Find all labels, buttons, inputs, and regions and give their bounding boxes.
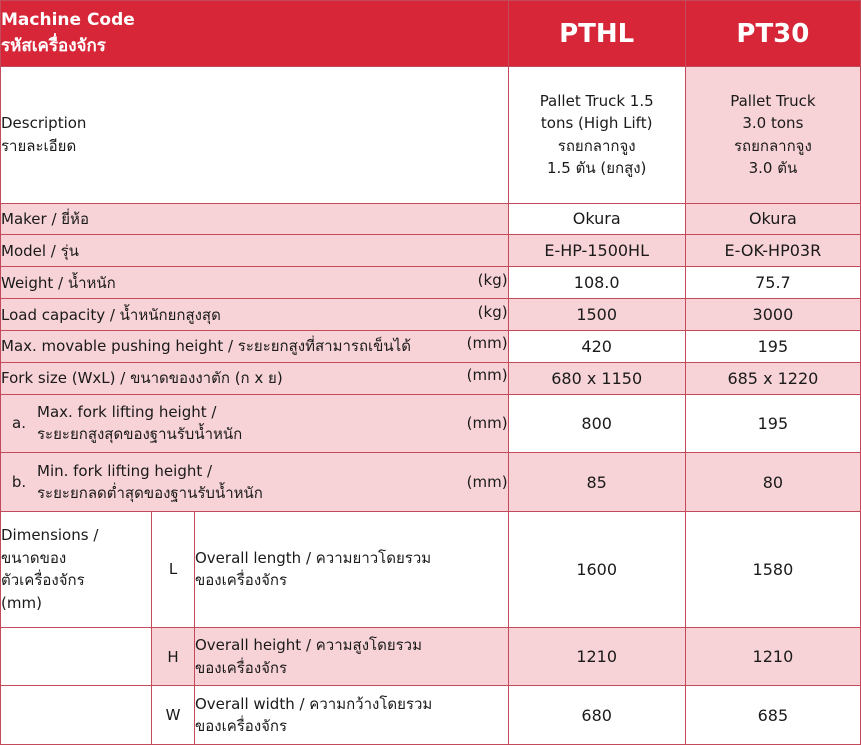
weight-label: [1, 267, 509, 299]
maker-label: [1, 203, 509, 235]
dimension-key-h: H: [152, 628, 195, 686]
load-capacity-value-pt30: 3000: [685, 299, 860, 331]
max-fork-lift-line2: ระยะยกสูงสุดของฐานรับน้ำหนัก: [37, 425, 243, 444]
fork-size-label-text: Fork size (WxL) / ขนาดของงาตัก (ก x ย): [1, 369, 283, 388]
weight-label-text: Weight / น้ำหนัก: [1, 273, 116, 292]
dimension-desc-w-line1: Overall width / ความกว้างโดยรวม: [195, 694, 433, 713]
description-value-pthl: [508, 67, 685, 203]
pushing-height-value-pt30: 195: [685, 330, 860, 362]
table-row: [1, 394, 861, 453]
description-label-th: รายละเอียด: [1, 136, 77, 155]
dimension-key-l: L: [152, 512, 195, 627]
table-row: [1, 453, 861, 512]
min-fork-lift-unit: (mm): [438, 460, 508, 505]
max-fork-lift-label: [1, 394, 509, 453]
model-value-pthl: E-HP-1500HL: [508, 235, 685, 267]
fork-size-unit: (mm): [466, 366, 508, 385]
dimensions-row-h: [1, 627, 509, 686]
dimension-key-w: W: [152, 686, 195, 744]
machine-code-label-th: รหัสเครื่องจักร: [1, 35, 106, 56]
table-row: [1, 511, 861, 627]
min-fork-lift-line2: ระยะยกลดต่ำสุดของฐานรับน้ำหนัก: [37, 484, 263, 502]
dimensions-group-line1: Dimensions /: [1, 526, 99, 545]
dimension-value-w-pthl: 680: [508, 686, 685, 745]
min-fork-lift-value-pthl: 85: [508, 453, 685, 512]
pushing-height-label: [1, 330, 509, 362]
min-fork-lift-label: [1, 453, 509, 512]
description-value-pthl-line1: Pallet Truck 1.5: [539, 91, 654, 110]
dimension-desc-h-line1: Overall height / ความสูงโดยรวม: [195, 636, 422, 655]
model-header-pthl: PTHL: [508, 1, 685, 67]
maker-value-pthl: Okura: [508, 203, 685, 235]
max-fork-lift-value-pthl: 800: [508, 394, 685, 453]
pushing-height-value-pthl: 420: [508, 330, 685, 362]
description-value-pthl-line3: รถยกลากจูง: [557, 136, 636, 155]
maker-label-text: Maker / ยี่ห้อ: [1, 209, 89, 228]
dimensions-group-label: [1, 512, 152, 627]
machine-code-header: [1, 1, 509, 67]
max-fork-lift-value-pt30: 195: [685, 394, 860, 453]
dimension-desc-w-line2: ของเครื่องจักร: [195, 717, 288, 736]
table-row: [1, 203, 861, 235]
description-label-en: Description: [1, 114, 87, 133]
dimension-value-w-pt30: 685: [685, 686, 860, 745]
dimension-value-h-pthl: 1210: [508, 627, 685, 686]
pushing-height-label-text: Max. movable pushing height / ระยะยกสูงที่สามารถเข็นได้: [1, 337, 411, 356]
description-value-pt30: [685, 67, 860, 203]
dimension-desc-l: [195, 512, 508, 627]
fork-size-label: [1, 362, 509, 394]
maker-value-pt30: Okura: [685, 203, 860, 235]
fork-size-value-pt30: 685 x 1220: [685, 362, 860, 394]
dimensions-row-l: [1, 511, 509, 627]
table-row: [1, 299, 861, 331]
max-fork-lift-unit: (mm): [438, 401, 508, 446]
description-value-pt30-line4: 3.0 ตัน: [748, 159, 798, 178]
table-row: [1, 330, 861, 362]
dimension-desc-l-line1: Overall length / ความยาวโดยรวม: [195, 548, 432, 567]
table-row: [1, 362, 861, 394]
pushing-height-unit: (mm): [466, 334, 508, 353]
description-value-pt30-line2: 3.0 tons: [742, 114, 804, 133]
table-row: [1, 67, 861, 203]
description-value-pt30-line3: รถยกลากจูง: [733, 136, 812, 155]
dimension-desc-h-line2: ของเครื่องจักร: [195, 658, 288, 677]
description-value-pthl-line2: tons (High Lift): [540, 114, 653, 133]
min-fork-lift-value-pt30: 80: [685, 453, 860, 512]
table-row: [1, 267, 861, 299]
machine-code-label-en: Machine Code: [1, 10, 135, 31]
dimensions-group-line3: ตัวเครื่องจักร: [1, 571, 85, 590]
min-fork-lift-letter: b.: [1, 460, 37, 505]
model-header-pt30: PT30: [685, 1, 860, 67]
dimensions-group-spacer-w: [1, 686, 152, 744]
description-value-pt30-line1: Pallet Truck: [730, 91, 816, 110]
dimension-desc-h: [195, 628, 508, 686]
weight-value-pthl: 108.0: [508, 267, 685, 299]
table-row: [1, 235, 861, 267]
dimension-value-h-pt30: 1210: [685, 627, 860, 686]
table-row: [1, 686, 861, 745]
load-capacity-label-text: Load capacity / น้ำหนักยกสูงสุด: [1, 305, 221, 324]
table-header-row: [1, 1, 861, 67]
min-fork-lift-line1: Min. fork lifting height /: [37, 461, 213, 480]
dimension-value-l-pt30: 1580: [685, 511, 860, 627]
dimension-value-l-pthl: 1600: [508, 511, 685, 627]
dimensions-group-spacer-h: [1, 628, 152, 686]
model-value-pt30: E-OK-HP03R: [685, 235, 860, 267]
fork-size-value-pthl: 680 x 1150: [508, 362, 685, 394]
weight-unit: (kg): [477, 270, 508, 289]
max-fork-lift-text: [37, 401, 438, 446]
dimensions-group-line4: (mm): [1, 593, 42, 612]
dimension-desc-w: [195, 686, 508, 744]
dimensions-row-w: [1, 686, 509, 745]
dimensions-group-line2: ขนาดของ: [1, 548, 67, 567]
model-label: [1, 235, 509, 267]
weight-value-pt30: 75.7: [685, 267, 860, 299]
table-row: [1, 627, 861, 686]
description-label: [1, 67, 509, 203]
max-fork-lift-line1: Max. fork lifting height /: [37, 402, 217, 421]
load-capacity-unit: (kg): [477, 302, 508, 321]
min-fork-lift-text: [37, 460, 438, 505]
load-capacity-label: [1, 299, 509, 331]
description-value-pthl-line4: 1.5 ตัน (ยกสูง): [546, 159, 647, 178]
dimension-desc-l-line2: ของเครื่องจักร: [195, 571, 288, 590]
model-label-text: Model / รุ่น: [1, 241, 79, 260]
max-fork-lift-letter: a.: [1, 401, 37, 446]
load-capacity-value-pthl: 1500: [508, 299, 685, 331]
